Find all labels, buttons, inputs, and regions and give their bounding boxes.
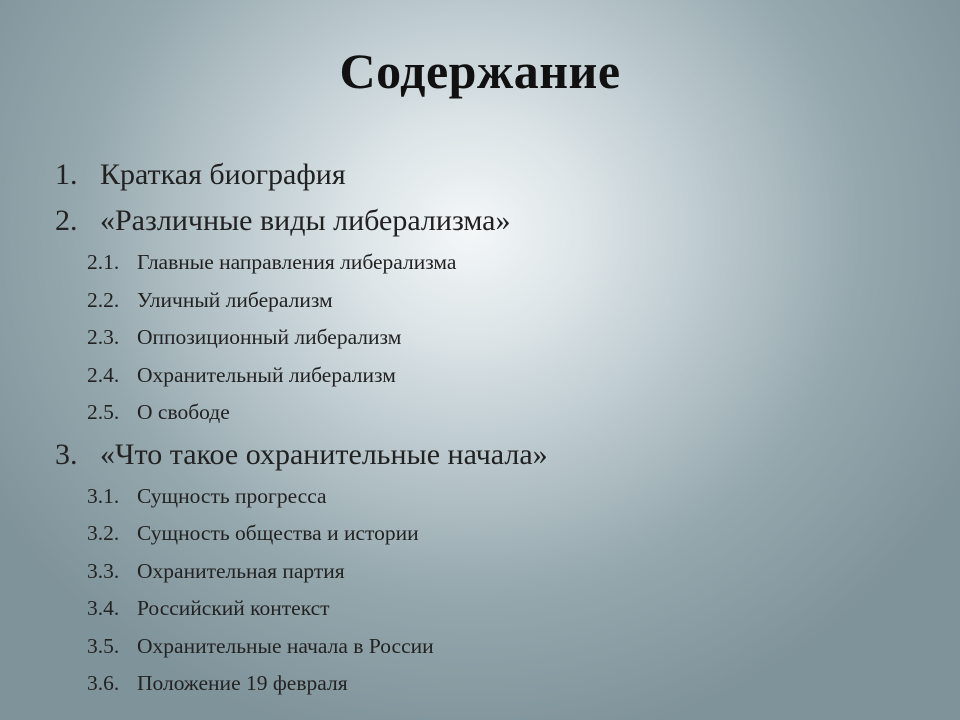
toc-subitem-label: Оппозиционный либерализм: [137, 325, 402, 349]
toc-subitem-number: 2.1.: [87, 250, 120, 274]
toc-subitem-number: 2.5.: [87, 400, 120, 424]
toc-subitem-label: Сущность общества и истории: [137, 521, 419, 545]
toc-subitem-label: Уличный либерализм: [137, 287, 333, 312]
toc-item-label: Краткая биография: [100, 158, 346, 191]
toc-subitem-label: Охранительные начала в России: [137, 633, 434, 658]
toc-subitem-number: 2.2.: [87, 287, 120, 312]
toc-subitem-label: Охранительный либерализм: [137, 362, 396, 387]
toc-subitem-3-1: [55, 478, 935, 516]
toc-subitem-label: Положение 19 февраля: [137, 671, 348, 695]
toc-subitem-3-6: [55, 665, 935, 703]
toc-subitem-label: Главные направления либерализма: [137, 250, 457, 274]
toc-subitem-label: Охранительная партия: [137, 558, 345, 583]
toc-subitem-label: О свободе: [137, 400, 230, 424]
toc-subitem-number: 3.4.: [87, 596, 120, 620]
toc-item-3: [55, 432, 935, 478]
toc-item-number: 3.: [55, 437, 78, 471]
toc-subitem-number: 3.2.: [87, 521, 120, 545]
toc-item-number: 2.: [55, 204, 78, 237]
toc-item-label: «Различные виды либерализма»: [100, 204, 511, 237]
toc-subitem-2-3: [55, 319, 935, 357]
toc-subitem-number: 2.4.: [87, 362, 120, 387]
toc-subitem-label: Российский контекст: [137, 596, 330, 620]
toc-item-2: [55, 198, 935, 244]
toc-subitem-2-2: [55, 282, 935, 320]
toc-subitem-number: 3.5.: [87, 633, 120, 658]
toc-subitem-number: 3.6.: [87, 671, 120, 695]
toc-subitem-2-5: [55, 394, 935, 432]
table-of-contents: [55, 152, 935, 703]
toc-item-number: 1.: [55, 158, 78, 191]
toc-subitem-2-4: [55, 357, 935, 395]
toc-subitem-3-4: [55, 590, 935, 628]
toc-subitem-label: Сущность прогресса: [137, 483, 327, 508]
toc-subitem-number: 3.1.: [87, 483, 120, 508]
toc-item-label: «Что такое охранительные начала»: [100, 437, 548, 471]
toc-subitem-number: 2.3.: [87, 325, 120, 349]
toc-subitem-number: 3.3.: [87, 558, 120, 583]
toc-subitem-2-1: [55, 244, 935, 282]
slide-title: Содержание: [339, 43, 621, 99]
toc-subitem-3-5: [55, 628, 935, 666]
toc-subitem-3-2: [55, 515, 935, 553]
toc-subitem-3-3: [55, 553, 935, 591]
toc-item-1: [55, 152, 935, 198]
